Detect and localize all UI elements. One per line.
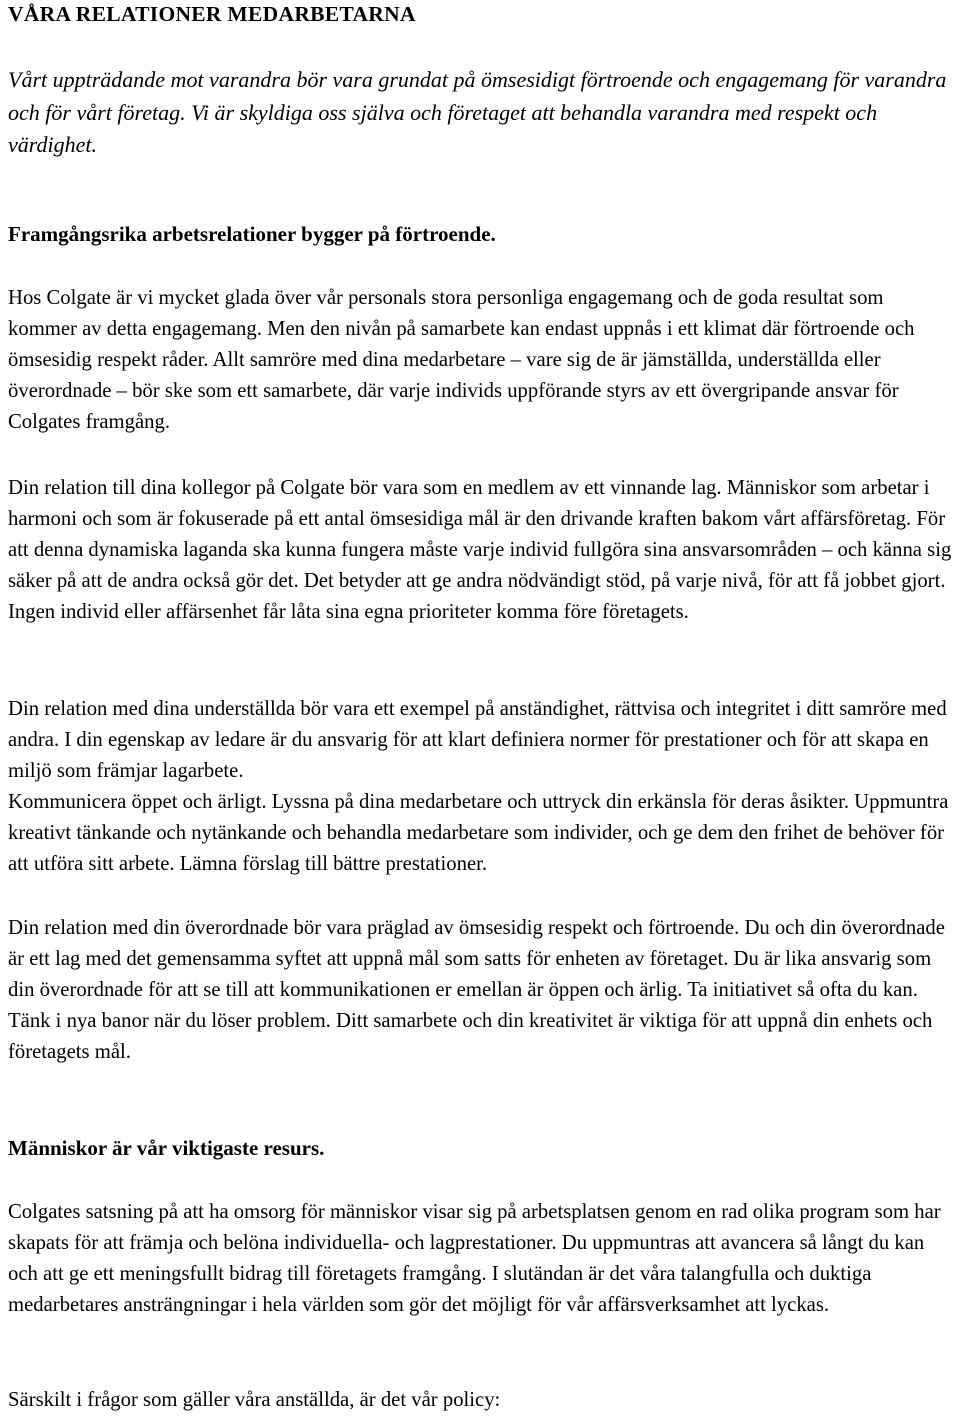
paragraph-people-investment: Colgates satsning på att ha omsorg för människor visar sig på arbetsplatsen genom en rad olika program som har skapats för att främja och belöna individuella- och lagprestationer. Du uppmuntras att avancera så långt du kan och att ge ett meningsfullt bidrag till företagets framgång. I slutändan är det våra talangfulla och duktiga medarbetares ansträngningar i hela världen som gör det möjligt för vår affärsverksamhet att lyckas. [8,1201,941,1316]
paragraph-superior: Din relation med din överordnade bör vara präglad av ömsesidig respekt och förtroende. Du och din överordnade är ett lag med det gemensamma syftet att uppnå mål som satts för enheten av företaget. Du är lika ansvarig som din överordnade för att se till att kommunikationen er emellan är öppen och ärlig. Ta initiativet så ofta du kan. Tänk i nya banor när du löser problem. Ditt samarbete och din kreativitet är viktiga för att uppnå din enhets och företagets mål. [8,917,945,1063]
paragraph-colleagues: Din relation till dina kollegor på Colgate bör vara som en medlem av ett vinnande lag. Människor som arbetar i harmoni och som är fokuserade på ett antal ömsesidiga mål är den drivande kraften bakom vårt affärsföretag. För att denna dynamiska laganda ska kunna fungera måste varje individ fullgöra sina ansvarsområden – och känna sig säker på att de andra också gör det. Det betyder att ge andra nödvändigt stöd, på varje nivå, för att få jobbet gjort. Ingen individ eller affärsenhet får låta sina egna prioriteter komma före företagets. [8,477,952,623]
heading-trust: Framgångsrika arbetsrelationer bygger på förtroende. [8,222,496,246]
document-title: VÅRA RELATIONER MEDARBETARNA [8,2,416,26]
paragraph-policy: Särskilt i frågor som gäller våra anställda, är det vår policy: [8,1389,501,1411]
paragraph-subordinates [8,694,956,880]
paragraph-communicate-text: Kommunicera öppet och ärligt. Lyssna på dina medarbetare och uttryck din erkänsla för deras åsikter. Uppmuntra kreativt tänkande och nytänkande och behandla medarbetare som individer, och ge dem den frihet de behöver för att utföra sitt arbete. Lämna förslag till bättre prestationer. [8,791,949,875]
intro-paragraph: Vårt uppträdande mot varandra bör vara grundat på ömsesidigt förtroende och engagemang för varandra och för vårt företag. Vi är skyldiga oss själva och företaget att behandla varandra med respekt och värdighet. [8,67,947,157]
heading-people: Människor är vår viktigaste resurs. [8,1136,325,1160]
paragraph-colgate-engagement: Hos Colgate är vi mycket glada över vår personals stora personliga engagemang och de goda resultat som kommer av detta engagemang. Men den nivån på samarbete kan endast uppnås i ett klimat där förtroende och ömsesidig respekt råder. Allt samröre med dina medarbetare – vare sig de är jämställda, underställda eller överordnade – bör ske som ett samarbete, där varje individs uppförande styrs av ett övergripande ansvar för Colgates framgång. [8,287,915,433]
paragraph-subordinates-text: Din relation med dina underställda bör vara ett exempel på anständighet, rättvisa och integritet i ditt samröre med andra. I din egenskap av ledare är du ansvarig för att klart definiera normer för prestationer och för att skapa en miljö som främjar lagarbete. [8,698,947,782]
